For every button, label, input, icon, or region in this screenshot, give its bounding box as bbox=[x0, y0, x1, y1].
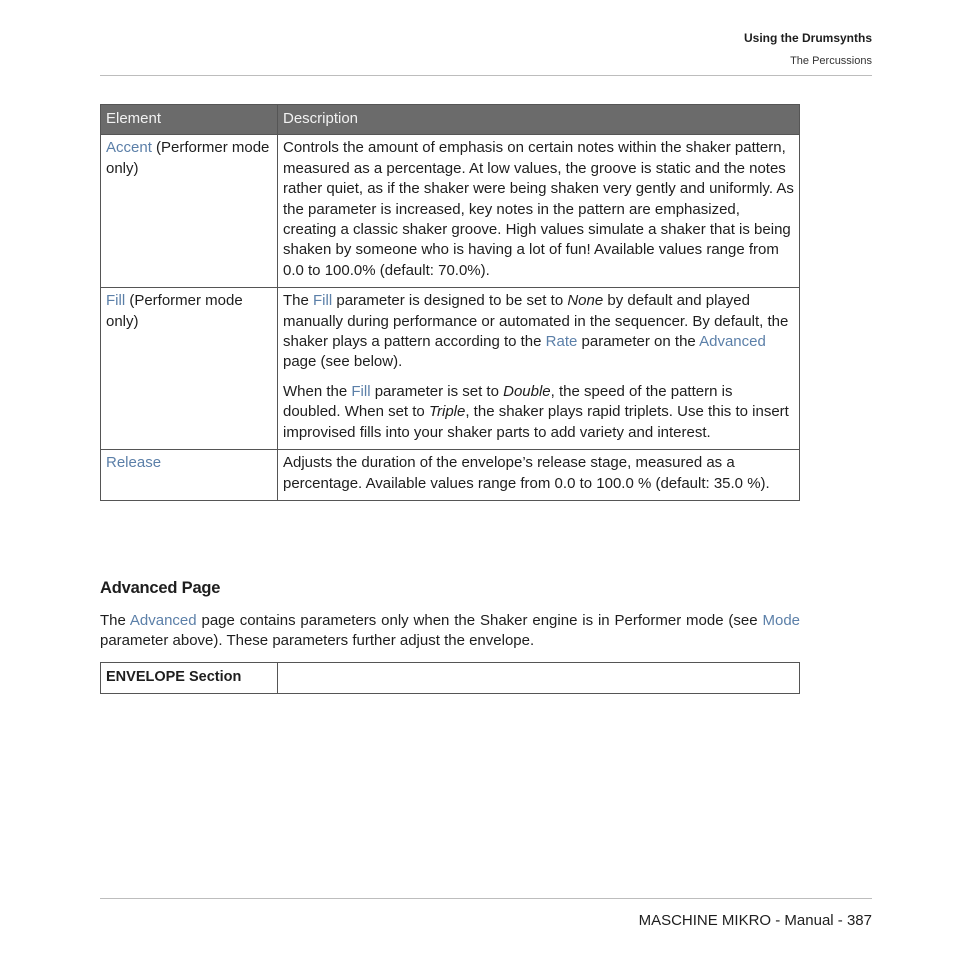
accent-link[interactable]: Accent bbox=[106, 139, 152, 157]
text: The bbox=[100, 612, 130, 629]
text: parameter is set to bbox=[370, 382, 504, 400]
description-cell bbox=[278, 288, 800, 450]
description-paragraph bbox=[283, 382, 794, 443]
table-row bbox=[101, 135, 800, 288]
value-none: None bbox=[567, 292, 604, 310]
text: , the speed of the pattern is doubled. When set to bbox=[283, 382, 733, 421]
page-footer: MASCHINE MIKRO - Manual - 387 bbox=[638, 912, 872, 929]
section-heading: Advanced Page bbox=[100, 579, 221, 597]
envelope-section-table bbox=[100, 662, 800, 694]
text: page contains parameters only when the Shaker engine is in Performer mode (see bbox=[196, 612, 763, 629]
footer-divider bbox=[100, 898, 872, 899]
mode-link[interactable]: Mode bbox=[762, 612, 801, 629]
description-paragraph bbox=[283, 291, 794, 373]
text: page (see below). bbox=[283, 353, 403, 371]
parameter-table bbox=[100, 104, 800, 501]
value-double: Double bbox=[503, 382, 551, 400]
text: parameter above). These parameters further adjust the envelope. bbox=[100, 632, 535, 650]
page-header-section: The Percussions bbox=[790, 55, 872, 67]
text: When the bbox=[283, 382, 352, 400]
envelope-section-label: ENVELOPE Section bbox=[101, 663, 278, 694]
table-row bbox=[101, 663, 800, 694]
element-note: (Performer mode only) bbox=[106, 292, 243, 330]
fill-link[interactable]: Fill bbox=[313, 292, 333, 310]
description-cell bbox=[278, 450, 800, 501]
description-text: Adjusts the duration of the envelope’s release stage, measured as a percentage. Available values range from 0.0 to 100.0 % (default: 35.0 %). bbox=[283, 454, 770, 492]
intro-paragraph bbox=[100, 611, 800, 652]
rate-link[interactable]: Rate bbox=[545, 333, 578, 351]
release-link[interactable]: Release bbox=[106, 454, 162, 472]
header-divider bbox=[100, 75, 872, 76]
advanced-link[interactable]: Advanced bbox=[129, 612, 197, 629]
envelope-section-value bbox=[278, 663, 800, 694]
text: by default and played manually during performance or automated in the sequencer. By default, the shaker plays a pattern according to the bbox=[283, 292, 789, 351]
text: parameter on the bbox=[577, 333, 700, 351]
table-row bbox=[101, 450, 800, 501]
page-header-chapter: Using the Drumsynths bbox=[743, 31, 872, 45]
fill-link[interactable]: Fill bbox=[351, 382, 371, 400]
description-text: Controls the amount of emphasis on certain notes within the shaker pattern, measured as a percentage. At low values, the groove is static and the notes rather quiet, as if the shaker were being shaken very gently and uniformly. As the parameter is increased, key notes in the pattern are emphasized, creating a classic shaker groove. High values simulate a shaker that is being shaken by someone who is having a lot of fun! Available values range from 0.0 to 100.0% (default: 70.0%). bbox=[283, 139, 794, 279]
column-header-description: Description bbox=[278, 105, 800, 135]
text: The bbox=[283, 292, 314, 310]
element-note: (Performer mode only) bbox=[106, 139, 270, 177]
fill-link[interactable]: Fill bbox=[106, 292, 126, 310]
text: parameter is designed to be set to bbox=[332, 292, 568, 310]
table-row bbox=[101, 288, 800, 450]
element-cell bbox=[101, 288, 278, 450]
advanced-link[interactable]: Advanced bbox=[699, 333, 766, 351]
description-cell bbox=[278, 135, 800, 288]
table-header-row bbox=[101, 105, 800, 135]
element-cell bbox=[101, 450, 278, 501]
column-header-element: Element bbox=[101, 105, 278, 135]
value-triple: Triple bbox=[428, 403, 466, 421]
element-cell bbox=[101, 135, 278, 288]
text: , the shaker plays rapid triplets. Use this to insert improvised fills into your shaker parts to add variety and interest. bbox=[283, 403, 789, 441]
